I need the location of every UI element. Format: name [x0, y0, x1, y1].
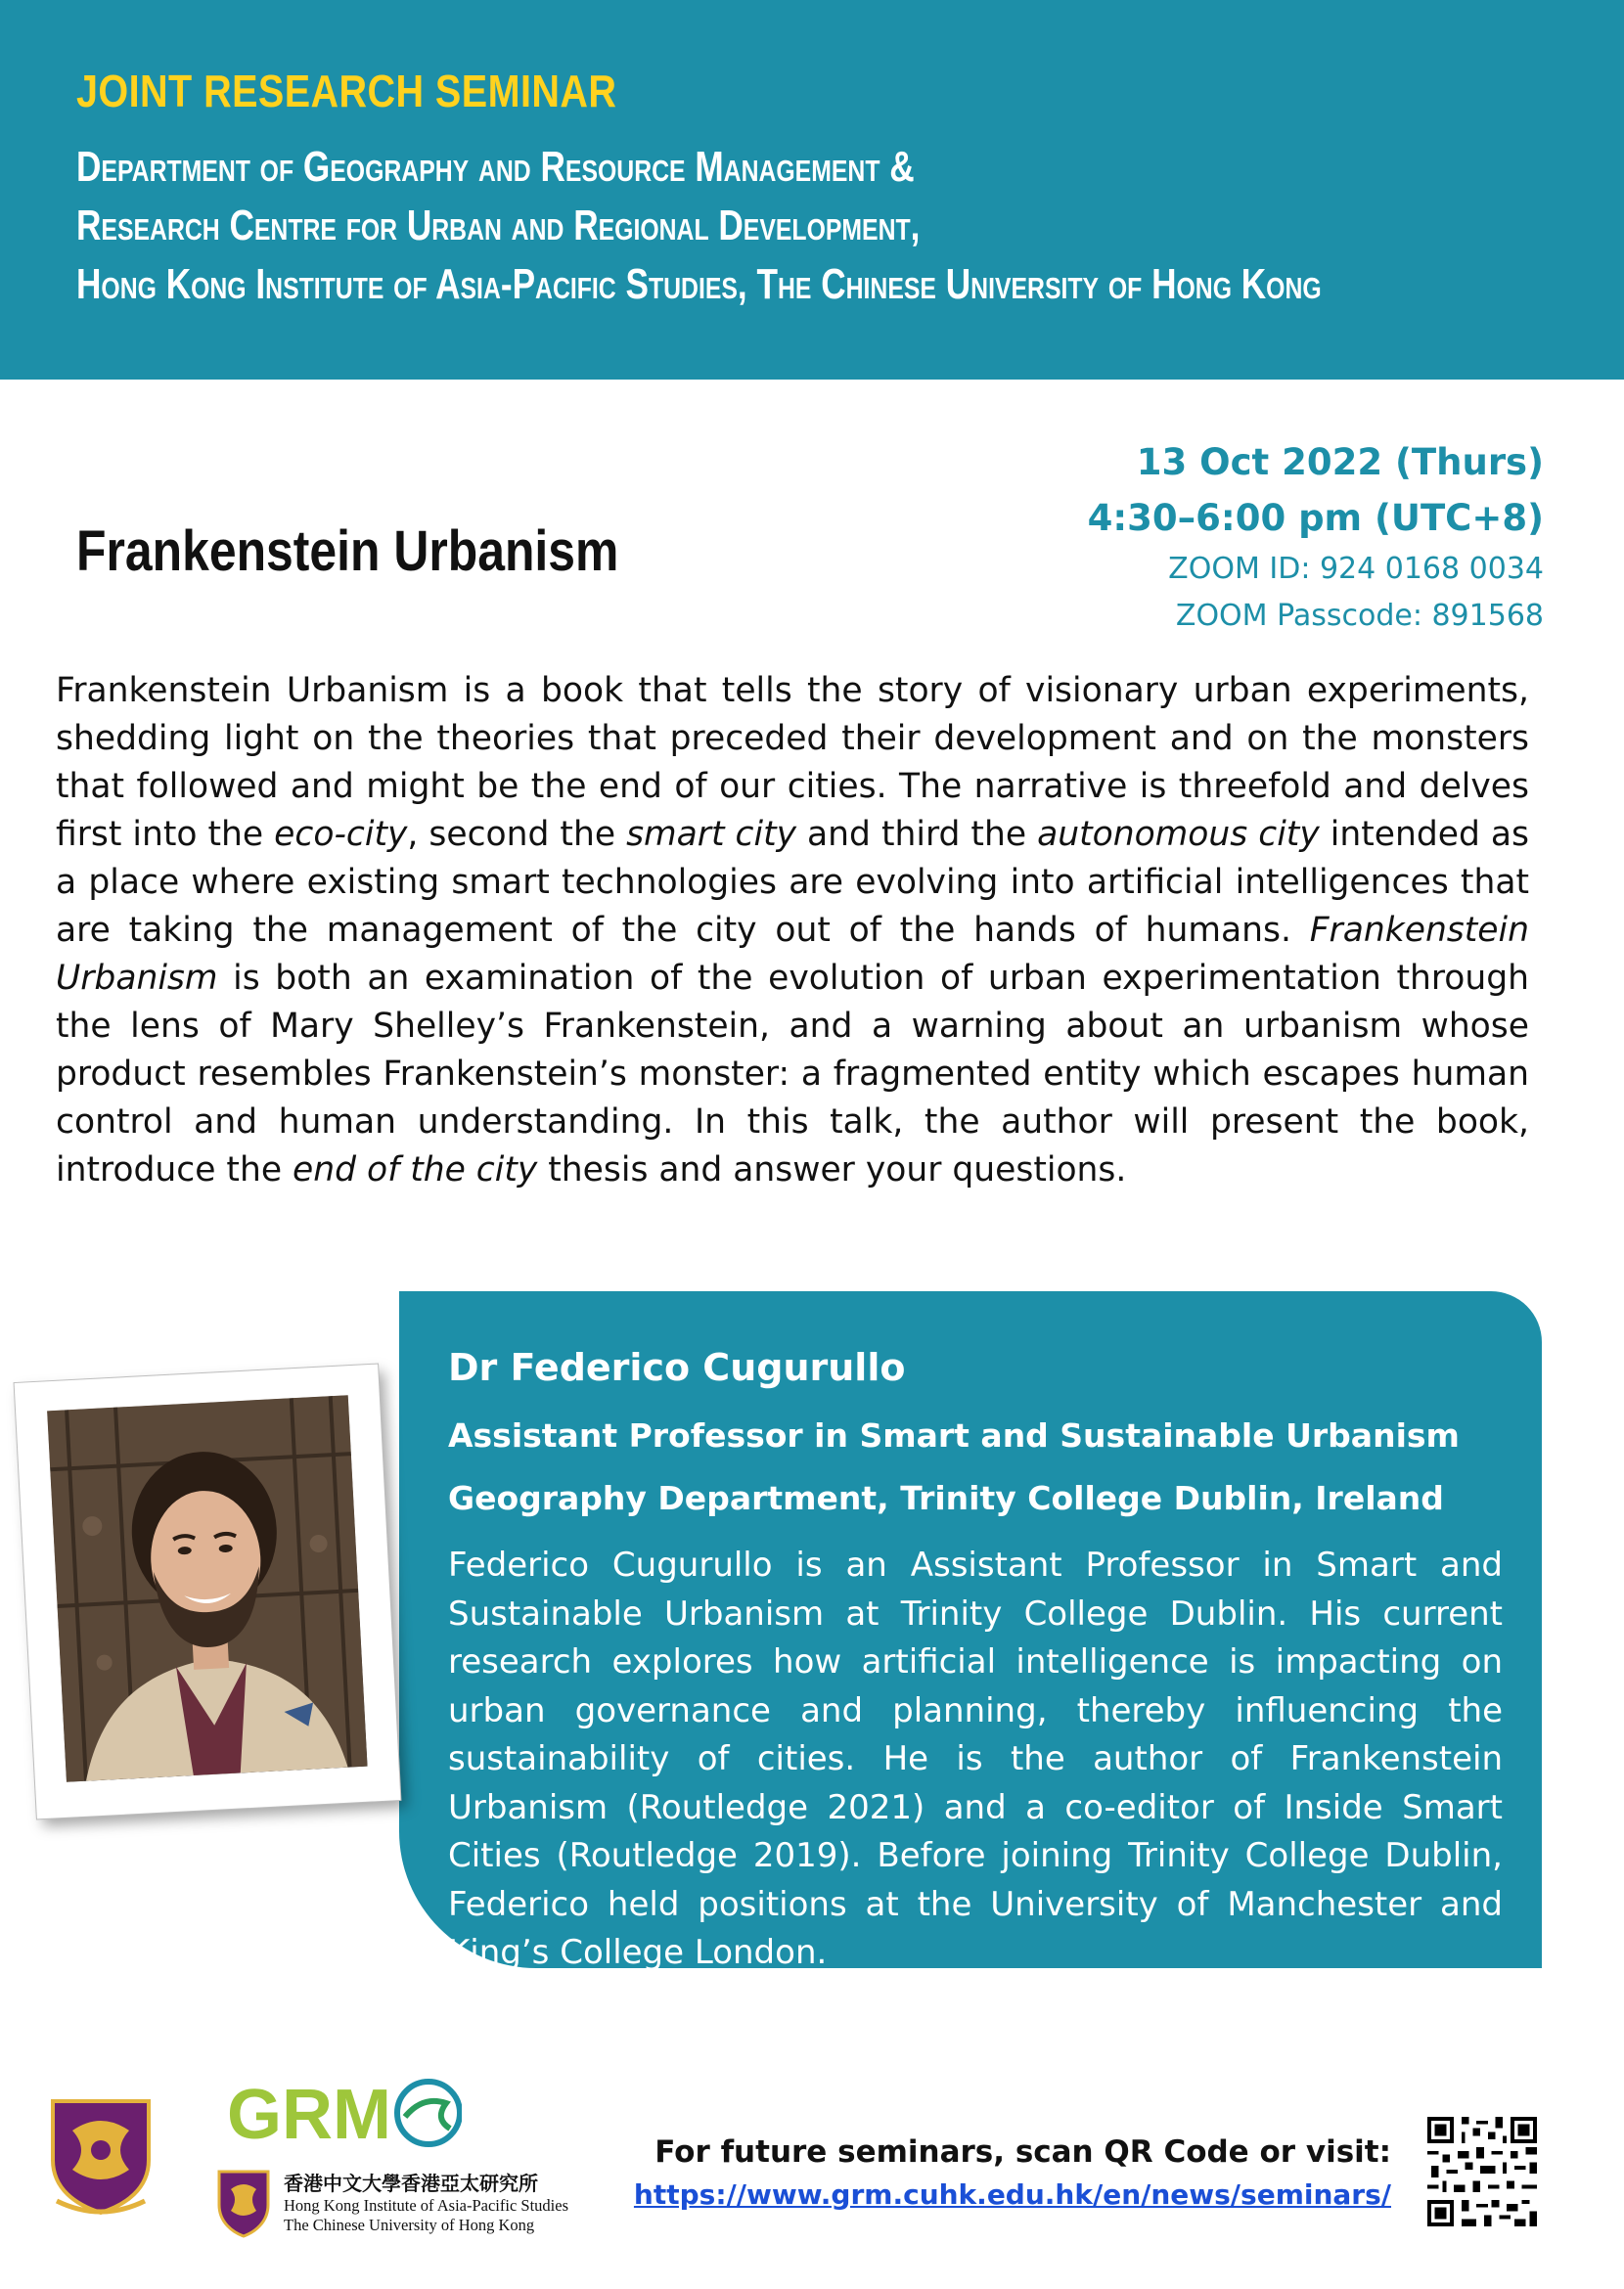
hkiaps-name-zh: 香港中文大學香港亞太研究所 [284, 2172, 538, 2195]
speaker-portrait-illustration [47, 1395, 367, 1782]
org-line-2: Research Centre for Urban and Regional Development, [76, 202, 921, 249]
speaker-bio: Federico Cugurullo is an Assistant Professor in Smart and Sustainable Urbanism at Trinity College Dublin. His current research explores how artificial intelligence is impacting on urban governance and planning, thereby influencing the sustainability of cities. He is the author of Frankenstein Urbanism (Routledge 2021) and a co-editor of Inside Smart Cities (Routledge 2019). Before joining Trinity College Dublin, Federico held positions at the University of Manchester and King’s College London. [448, 1546, 1503, 1972]
abstract-text: intended as a place where existing smart technologies are evolving into artificial intelligences that are taking the management of the city out of the hands of humans. [56, 815, 1529, 950]
abstract-text: Frankenstein Urbanism is a book that tells the story of visionary urban experiments, shedding light on the theories that preceded their development and on the monsters that followed and might be the end of our cities. The narrative is threefold and delves first into the [56, 671, 1529, 854]
speaker-title: Assistant Professor in Smart and Sustainable Urbanism [448, 1416, 1460, 1455]
qr-code-icon[interactable] [1427, 2117, 1537, 2226]
speaker-affiliation: Geography Department, Trinity College Dublin, Ireland [448, 1479, 1444, 1517]
org-line-1: Department of Geography and Resource Management & [76, 143, 915, 191]
speaker-photo-frame [15, 1365, 401, 1819]
header-band [0, 0, 1624, 380]
svg-text:GRM: GRM [227, 2076, 391, 2152]
speaker-photo [47, 1395, 367, 1782]
cuhk-crest-icon [43, 2091, 158, 2217]
abstract [56, 667, 1529, 1194]
org-line-3: Hong Kong Institute of Asia-Pacific Studies, The Chinese University of Hong Kong [76, 260, 1322, 308]
speaker-card [399, 1291, 1542, 1972]
event-time: 4:30–6:00 pm (UTC+8) [1087, 497, 1544, 539]
abstract-emphasis: eco-city [274, 815, 408, 854]
seminar-cta [634, 2131, 1391, 2217]
hkiaps-name-en: Hong Kong Institute of Asia-Pacific Studies [284, 2196, 569, 2215]
abstract-text: , second the [407, 815, 627, 854]
hkiaps-crest-icon [213, 2166, 274, 2240]
zoom-id: ZOOM ID: 924 0168 0034 [1168, 552, 1544, 586]
grm-logo [227, 2074, 462, 2152]
abstract-text: and third the [796, 815, 1038, 854]
speaker-name: Dr Federico Cugurullo [448, 1346, 906, 1389]
event-date: 13 Oct 2022 (Thurs) [1136, 441, 1544, 483]
seminars-link[interactable]: https://www.grm.cuhk.edu.hk/en/news/seminars/ [633, 2178, 1391, 2211]
abstract-text: is both an examination of the evolution of urban experimentation through the lens of Mary Shelley’s Frankenstein, and a warning about an urbanism whose product resembles Frankenstein’s monster: a fragmented entity which escapes human control and human understanding. In this talk, the author will present the book, introduce the [56, 959, 1529, 1189]
cta-text: For future seminars, scan QR Code or visit: [654, 2134, 1391, 2170]
hkiaps-wordmark [284, 2168, 568, 2235]
abstract-emphasis: smart city [626, 815, 797, 854]
event-details [1088, 434, 1544, 640]
seminar-type: JOINT RESEARCH SEMINAR [76, 66, 617, 116]
zoom-passcode: ZOOM Passcode: 891568 [1175, 599, 1544, 633]
abstract-text: thesis and answer your questions. [537, 1150, 1127, 1189]
abstract-emphasis: end of the city [293, 1150, 538, 1189]
seminar-title: Frankenstein Urbanism [76, 519, 619, 583]
cuhk-name-en: The Chinese University of Hong Kong [284, 2216, 535, 2234]
abstract-emphasis: Frankenstein Urbanism [56, 911, 1529, 998]
abstract-emphasis: autonomous city [1037, 815, 1320, 854]
